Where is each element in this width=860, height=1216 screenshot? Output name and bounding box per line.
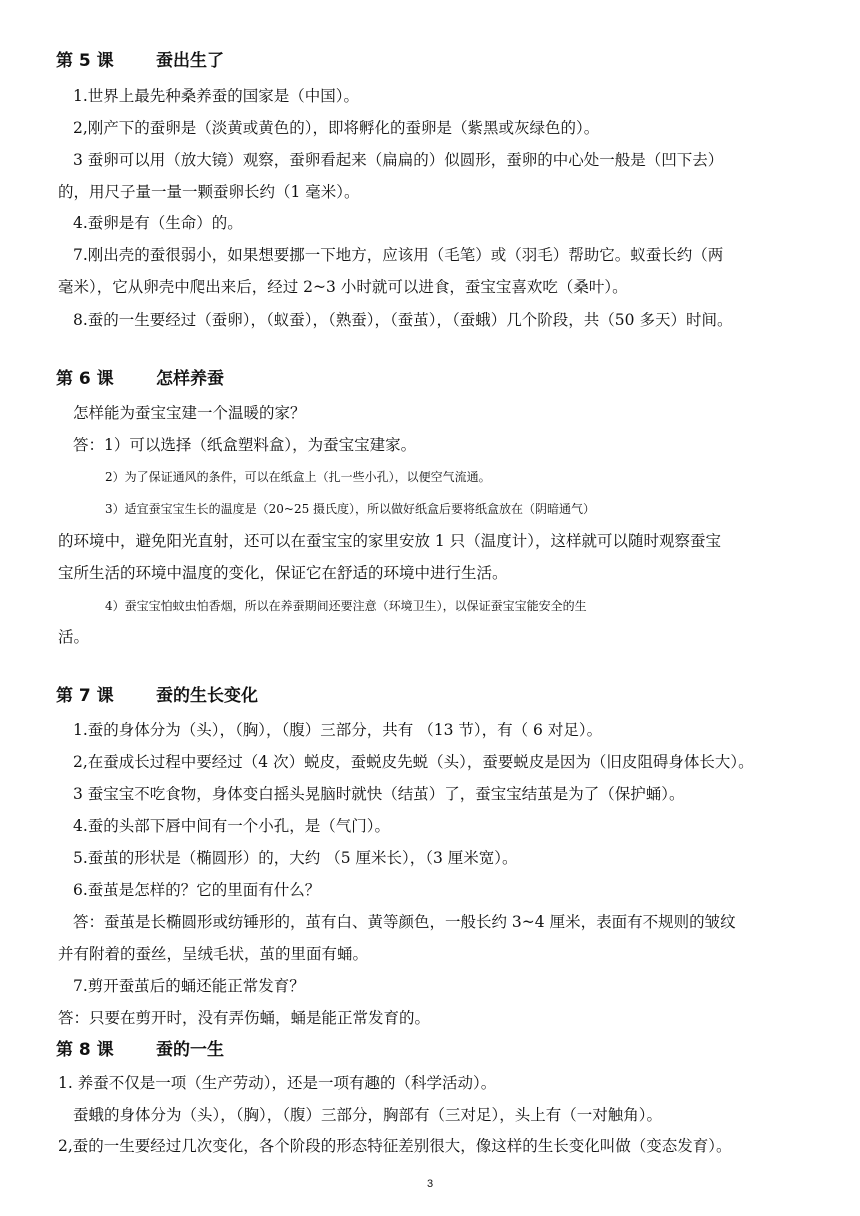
- question-line: 6.蚕茧是怎样的？它的里面有什么？: [73, 881, 321, 899]
- text-line: 3 蚕卵可以用（放大镜）观察，蚕卵看起来（扁扁的）似圆形，蚕卵的中心处一般是（凹下去）: [73, 151, 724, 169]
- lesson-7-heading: [56, 685, 258, 707]
- lesson-number: 第 7 课: [56, 686, 114, 706]
- question-line: 7.剪开蚕茧后的蛹还能正常发育？: [73, 977, 305, 995]
- lesson-title: 蚕的一生: [156, 1040, 224, 1060]
- lesson-title: 蚕的生长变化: [156, 686, 258, 706]
- text-line: 2,蚕的一生要经过几次变化，各个阶段的形态特征差别很大，像这样的生长变化叫做（变态发育）。: [58, 1137, 732, 1155]
- text-line: 4.蚕的头部下唇中间有一个小孔，是（气门）。: [73, 817, 391, 835]
- answer-line: 活。: [58, 628, 90, 646]
- page-number: 3: [426, 1178, 434, 1190]
- lesson-number: 第 5 课: [56, 51, 114, 71]
- lesson-6-heading: [56, 368, 224, 390]
- text-line: 7.刚出壳的蚕很弱小，如果想要挪一下地方，应该用（毛笔）或（羽毛）帮助它。蚁蚕长约（两: [73, 246, 724, 264]
- answer-line: 答：只要在剪开时，没有弄伤蛹，蛹是能正常发育的。: [58, 1009, 431, 1027]
- lesson-title: 怎样养蚕: [156, 369, 224, 389]
- lesson-8-heading: [56, 1039, 224, 1061]
- text-line: 蚕蛾的身体分为（头），（胸），（腹）三部分，胸部有（三对足），头上有（一对触角）。: [73, 1106, 663, 1124]
- lesson-title: 蚕出生了: [156, 51, 224, 71]
- lesson-number: 第 8 课: [56, 1040, 114, 1060]
- text-line: 2,刚产下的蚕卵是（淡黄或黄色的），即将孵化的蚕卵是（紫黑或灰绿色的）。: [73, 119, 600, 137]
- text-line: 1. 养蚕不仅是一项（生产劳动），还是一项有趣的（科学活动）。: [58, 1074, 497, 1092]
- lesson-number: 第 6 课: [56, 369, 114, 389]
- answer-line: 并有附着的蚕丝，呈绒毛状，茧的里面有蛹。: [58, 945, 369, 963]
- text-line: 5.蚕茧的形状是（椭圆形）的，大约 （5 厘米长），（3 厘米宽）。: [73, 849, 518, 867]
- text-line: 4.蚕卵是有（生命）的。: [73, 214, 243, 232]
- answer-line: 答：蚕茧是长椭圆形或纺锤形的，茧有白、黄等颜色，一般长约 3~4 厘米，表面有不规则的皱纹: [73, 913, 736, 931]
- text-line: 2,在蚕成长过程中要经过（4 次）蜕皮，蚕蜕皮先蜕（头），蚕要蜕皮是因为（旧皮阻碍身体长大）。: [73, 753, 754, 771]
- answer-line: 2）为了保证通风的条件，可以在纸盒上（扎一些小孔），以便空气流通。: [105, 470, 491, 484]
- answer-line: 答：1）可以选择（纸盒塑料盒），为蚕宝宝建家。: [73, 436, 417, 454]
- answer-line: 的环境中，避免阳光直射，还可以在蚕宝宝的家里安放 1 只（温度计），这样就可以随时观察蚕宝: [58, 532, 721, 550]
- text-line: 1.蚕的身体分为（头），（胸），（腹）三部分，共有 （13 节），有（ 6 对足）。: [73, 721, 603, 739]
- answer-line: 宝所生活的环境中温度的变化，保证它在舒适的环境中进行生活。: [58, 564, 508, 582]
- answer-line: 3）适宜蚕宝宝生长的温度是（20~25 摄氏度），所以做好纸盒后要将纸盒放在（阴暗通气）: [105, 502, 596, 516]
- answer-line: 4）蚕宝宝怕蚊虫怕香烟，所以在养蚕期间还要注意（环境卫生），以保证蚕宝宝能安全的生: [105, 599, 587, 613]
- text-line: 3 蚕宝宝不吃食物，身体变白摇头晃脑时就快（结茧）了，蚕宝宝结茧是为了（保护蛹）。: [73, 785, 685, 803]
- text-line: 1.世界上最先种桑养蚕的国家是（中国）。: [73, 87, 360, 105]
- text-line: 的，用尺子量一量一颗蚕卵长约（1 毫米）。: [58, 183, 360, 201]
- text-line: 毫米），它从卵壳中爬出来后，经过 2~3 小时就可以进食，蚕宝宝喜欢吃（桑叶）。: [58, 278, 628, 296]
- question-line: 怎样能为蚕宝宝建一个温暖的家？: [73, 404, 306, 422]
- lesson-5-heading: [56, 50, 224, 72]
- text-line: 8.蚕的一生要经过（蚕卵），（蚁蚕），（熟蚕），（蚕茧），（蚕蛾）几个阶段，共（50 多天）时间。: [73, 311, 733, 329]
